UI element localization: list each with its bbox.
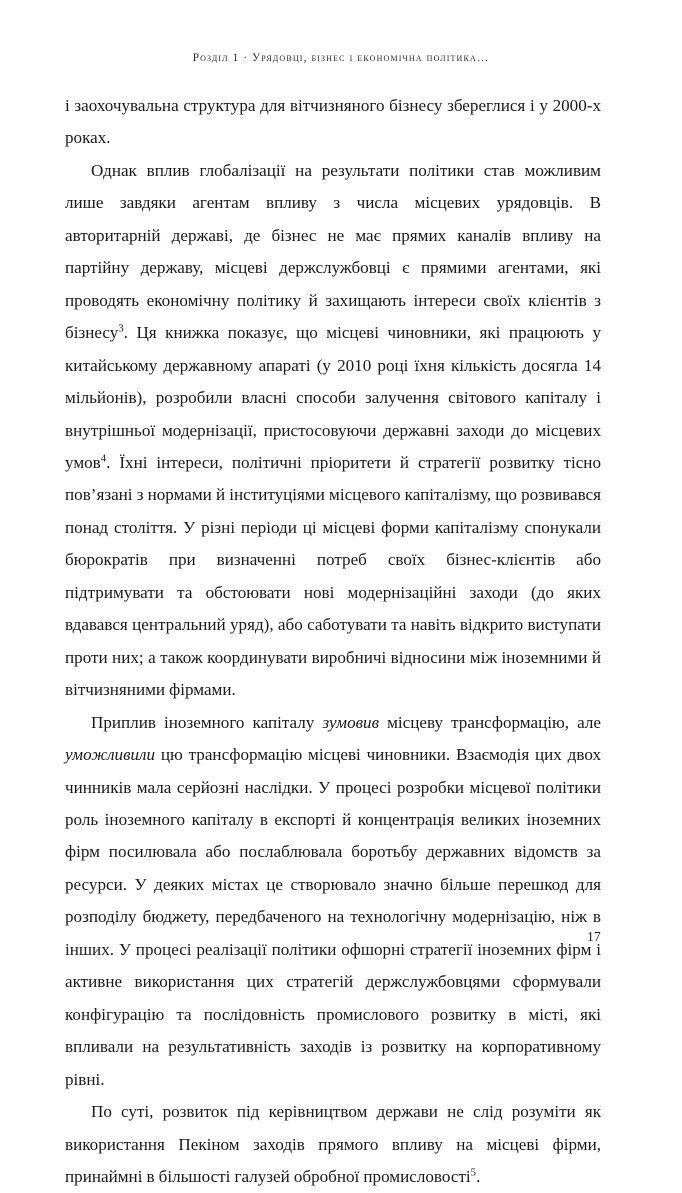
text-run: .	[476, 1166, 481, 1186]
paragraph	[65, 707, 601, 1096]
body-text-block	[65, 90, 601, 1193]
emphasis-text: зумовив	[322, 712, 380, 732]
text-run: Приплив іноземного капіталу	[91, 712, 323, 732]
emphasis-text: уможливили	[65, 745, 156, 765]
footnote-marker: 3	[118, 322, 124, 335]
text-run: Однак вплив глобалізації на результати політики став можливим лише завдяки агентам впливу з числа місцевих урядовців. В авторитарній державі, де бізнес не має прямих каналів впливу на партійну державу, місцеві держслужбовці є прямими агентами, які проводять економічну політику й захищають інтереси своїх клієнтів з бізнесу	[65, 160, 601, 343]
text-run: . Ця книжка показує, що місцеві чиновники, які працюють у китайському державному апараті (у 2010 році їхня кількість досягла 14 мільйонів), розробили власні способи залучення світового капіталу і внутрішньої модернізації, пристосовуючи державні заходи до місцевих умов	[65, 323, 601, 472]
running-head: Розділ 1 · Урядовці, бізнес і економічна політика…	[192, 52, 490, 64]
text-run: . Їхні інтереси, політичні пріоритети й стратегії розвитку тісно пов’язані з нормами й інституціями місцевого капіталізму, що розвивався понад століття. У різні періоди ці місцеві форми капіталізму спонукали бюрократів при визначенні потреб своїх бізнес-клієнтів або підтримувати та обстоювати нові модернізаційні заходи (до яких вдавався центральний уряд), або саботувати та навіть відкрито виступати проти них; а також координувати виробничі відносини між іноземними й вітчизняними фірмами.	[65, 452, 601, 700]
footnote-marker: 5	[470, 1166, 477, 1179]
page-number: 17	[587, 929, 601, 944]
text-run: і заохочувальна структура для вітчизняного бізнесу збереглися і у 2000-х роках.	[65, 96, 601, 148]
text-run: цю трансформацію місцеві чиновники. Взаємодія цих двох чинників мала серйозні наслідки. У процесі розробки місцевої політики роль іноземного капіталу в експорті й концентрація великих іноземних фірм посилювала або послаблювала боротьбу державних відомств за ресурси. У деяких містах це створювало значно більше перешкод для розподілу бюджету, передбаченого на технологічну модернізацію, ніж в інших. У процесі реалізації політики офшорні стратегії іноземних фірм і активне використання цих стратегій держслужбовцями сформували конфігурацію та послідовність промислового розвитку в місті, які впливали на результативність заходів із розвитку на корпоративному рівні.	[65, 745, 601, 1089]
paragraph	[65, 1096, 601, 1193]
paragraph	[65, 155, 601, 707]
footnote-marker: 4	[100, 452, 107, 465]
text-run: місцеву трансформацію, але	[379, 712, 601, 732]
text-run: По суті, розвиток під керівництвом держави не слід розуміти як використання Пекіном заходів прямого впливу на місцеві фірми, принаймні в більшості галузей обробної промисловості	[65, 1102, 601, 1186]
paragraph	[65, 90, 601, 155]
